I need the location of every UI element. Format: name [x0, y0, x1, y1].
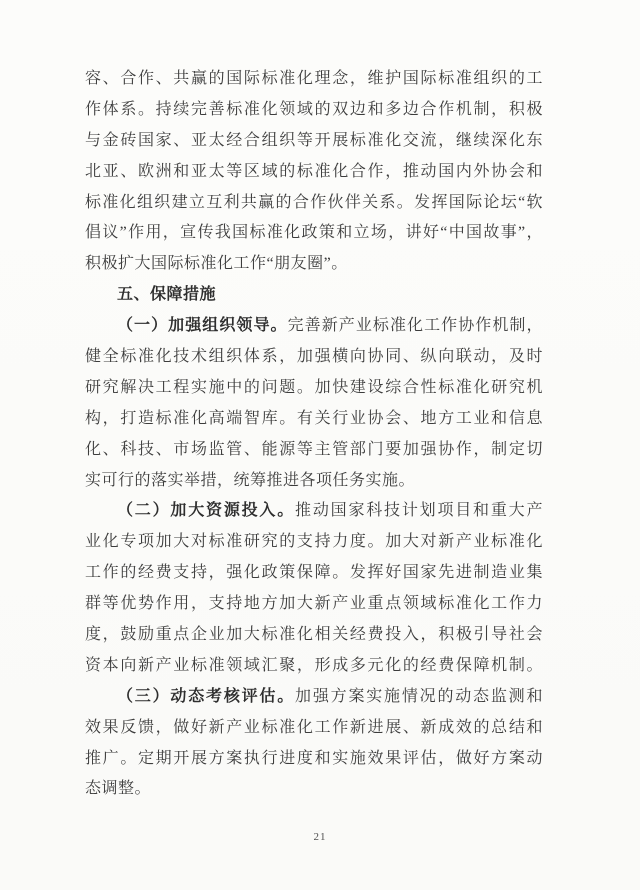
line-text-segment: 加强方案实施情况的动态监测和: [295, 687, 543, 705]
text-line: 健全标准化技术组织体系，加强横向协同、纵向联动，及时: [85, 348, 543, 366]
subsection-title: （三）动态考核评估。: [117, 687, 296, 705]
text-line: 工作的经费支持，强化政策保障。发挥好国家先进制造业集: [85, 564, 543, 582]
text-line: 资本向新产业标准领域汇聚，形成多元化的经费保障机制。: [85, 656, 543, 674]
text-line: 效果反馈，做好新产业标准化工作新进展、新成效的总结和: [85, 718, 543, 736]
text-line: 北亚、欧洲和亚太等区域的标准化合作，推动国内外协会和: [85, 162, 543, 180]
text-line: 化、科技、市场监管、能源等主管部门要加强协作，制定切: [85, 440, 543, 458]
text-line: 业化专项加大对标准研究的支持力度。加大对新产业标准化: [85, 533, 543, 551]
subsection-title: （二）加大资源投入。: [117, 502, 296, 520]
text-line: 与金砖国家、亚太经合组织等开展标准化交流，继续深化东: [85, 131, 543, 149]
text-line: 构，打造标准化高端智库。有关行业协会、地方工业和信息: [85, 409, 543, 427]
text-line: 群等优势作用，支持地方加大新产业重点领域标准化工作力: [85, 595, 543, 613]
line-text-segment: 推动国家科技计划项目和重大产: [295, 502, 543, 520]
text-line: 度，鼓励重点企业加大标准化相关经费投入，积极引导社会: [85, 626, 543, 644]
text-line: [85, 496, 543, 527]
text-line: [85, 311, 543, 342]
text-line: 积极扩大国际标准化工作“朋友圈”。: [85, 255, 348, 273]
text-line: 推广。定期开展方案执行进度和实施效果评估，做好方案动: [85, 749, 543, 767]
text-line: 标准化组织建立互利共赢的合作伙伴关系。发挥国际论坛“软: [85, 193, 543, 211]
text-line: 倡议”作用，宣传我国标准化政策和立场，讲好“中国故事”，: [85, 224, 543, 242]
text-line: 实可行的落实举措，统筹推进各项任务实施。: [85, 471, 416, 489]
document-body: [85, 64, 543, 805]
text-line: [85, 682, 543, 713]
section-heading: 五、保障措施: [117, 286, 217, 304]
page-number: 21: [313, 831, 327, 843]
subsection-title: （一）加强组织领导。: [117, 317, 288, 335]
text-line: 容、合作、共赢的国际标准化理念，维护国际标准组织的工: [85, 70, 543, 87]
text-line: 研究解决工程实施中的问题。加快建设综合性标准化研究机: [85, 378, 543, 396]
line-text-segment: 完善新产业标准化工作协作机制，: [287, 317, 543, 335]
text-line: 作体系。持续完善标准化领域的双边和多边合作机制，积极: [85, 100, 543, 118]
text-line: 态调整。: [85, 780, 152, 798]
